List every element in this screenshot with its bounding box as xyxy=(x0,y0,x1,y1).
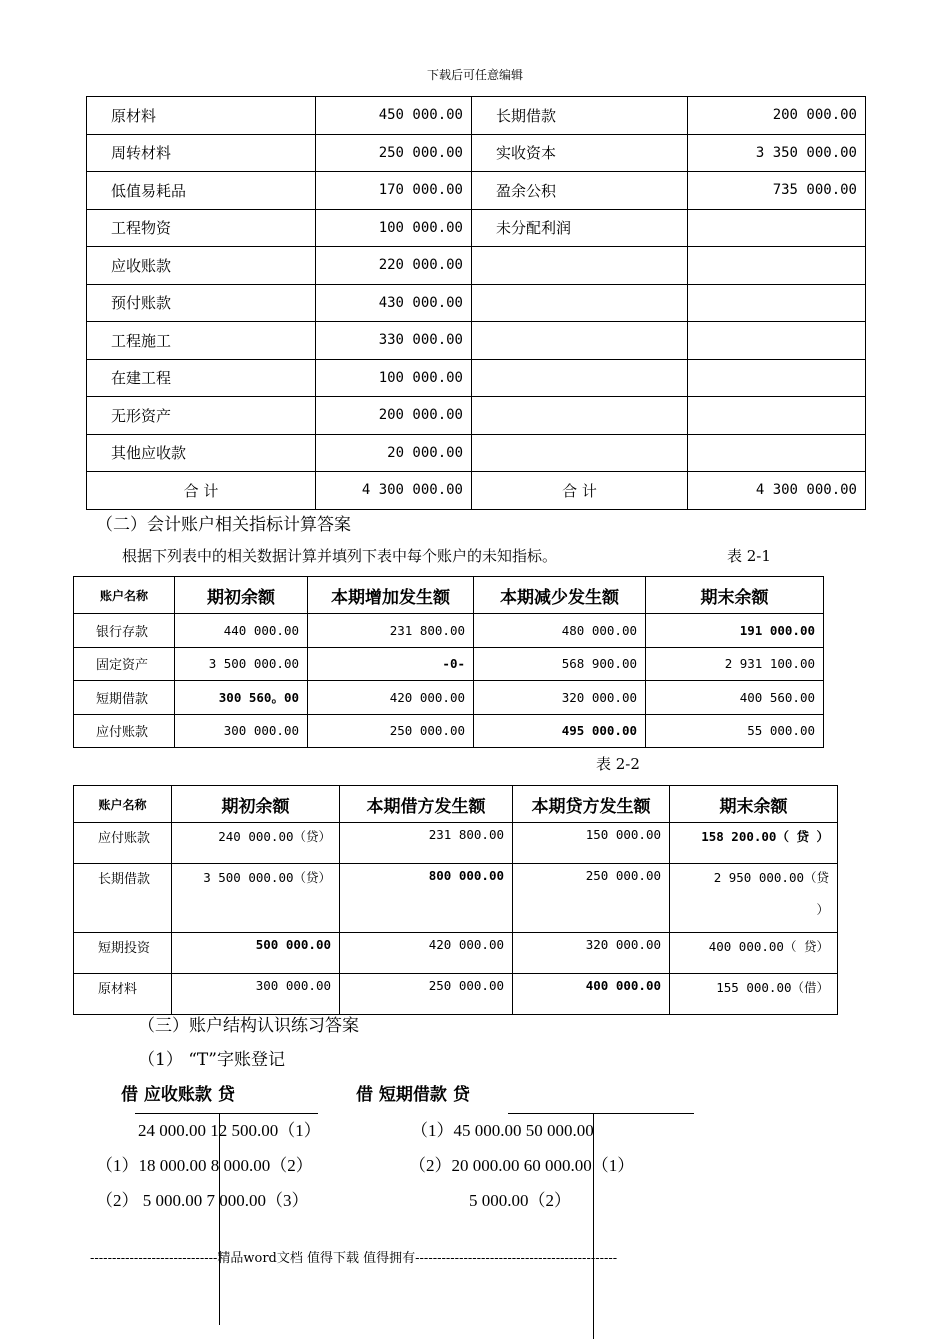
asset-value: 170 000.00 xyxy=(316,172,472,210)
header-increase: 本期增加发生额 xyxy=(308,577,474,614)
liability-value xyxy=(688,247,866,285)
table-row xyxy=(87,172,866,210)
section3-subtitle: （1） “T”字账登记 xyxy=(138,1050,285,1070)
table-row xyxy=(87,359,866,397)
header-account-name: 账户名称 xyxy=(74,786,172,823)
amount-a: 250 000.00 xyxy=(340,974,513,1015)
total-row xyxy=(87,472,866,510)
t-left-line-2: （1）18 000.00 8 000.00（2） xyxy=(96,1156,313,1175)
liability-name xyxy=(472,359,688,397)
t-right-line-3: 5 000.00（2） xyxy=(469,1191,571,1210)
liability-value: 3 350 000.00 xyxy=(688,134,866,172)
total-label-left: 合 计 xyxy=(87,472,316,510)
liability-name: 盈余公积 xyxy=(472,172,688,210)
table-row xyxy=(87,209,866,247)
header-closing-balance: 期末余额 xyxy=(646,577,824,614)
table-row xyxy=(87,134,866,172)
footer-note: -----------------------------精品word文档 值得下载 值得拥有---------------------------------------------- xyxy=(90,1251,618,1266)
amount-a: -0- xyxy=(308,647,474,681)
account-name: 银行存款 xyxy=(74,614,175,648)
closing-balance-line1: 2 950 000.00（贷 xyxy=(713,870,829,885)
t-right-line-1: （1）45 000.00 50 000.00 xyxy=(411,1121,594,1140)
liability-name: 未分配利润 xyxy=(472,209,688,247)
section2-intro: 根据下列表中的相关数据计算并填列下表中每个账户的未知指标。 xyxy=(122,547,558,565)
table-2-1 xyxy=(73,576,824,748)
header-decrease: 本期减少发生额 xyxy=(474,577,646,614)
t-account-left-vline xyxy=(219,1113,220,1325)
opening-balance: 240 000.00（贷） xyxy=(172,823,340,864)
table-row xyxy=(87,397,866,435)
amount-b: 250 000.00 xyxy=(513,864,670,933)
asset-name: 其他应收款 xyxy=(87,434,316,472)
t-account-left-hline xyxy=(135,1113,318,1114)
amount-b: 400 000.00 xyxy=(513,974,670,1015)
table-row xyxy=(87,434,866,472)
liability-name xyxy=(472,247,688,285)
section3-title: （三）账户结构认识练习答案 xyxy=(138,1016,359,1036)
liability-value xyxy=(688,397,866,435)
liability-name: 长期借款 xyxy=(472,97,688,135)
opening-balance: 300 560。00 xyxy=(175,681,308,715)
table-row xyxy=(74,823,838,864)
table-row xyxy=(74,974,838,1015)
asset-value: 220 000.00 xyxy=(316,247,472,285)
amount-b: 480 000.00 xyxy=(474,614,646,648)
table-row xyxy=(87,322,866,360)
closing-balance: 155 000.00（借） xyxy=(670,974,838,1015)
closing-balance: 400 560.00 xyxy=(646,681,824,715)
table-row xyxy=(74,614,824,648)
asset-name: 周转材料 xyxy=(87,134,316,172)
header-opening-balance: 期初余额 xyxy=(172,786,340,823)
header-debit: 本期借方发生额 xyxy=(340,786,513,823)
asset-name: 工程施工 xyxy=(87,322,316,360)
opening-balance: 3 500 000.00 xyxy=(175,647,308,681)
amount-b: 495 000.00 xyxy=(474,714,646,748)
account-name: 应付账款 xyxy=(74,714,175,748)
liability-value xyxy=(688,322,866,360)
t-account-shortloan-title: 借 短期借款 贷 xyxy=(356,1085,470,1105)
account-name: 原材料 xyxy=(74,974,172,1015)
opening-balance: 440 000.00 xyxy=(175,614,308,648)
total-value-left: 4 300 000.00 xyxy=(316,472,472,510)
t-left-line-3: （2） 5 000.00 7 000.00（3） xyxy=(96,1191,309,1210)
account-name: 短期投资 xyxy=(74,933,172,974)
asset-value: 250 000.00 xyxy=(316,134,472,172)
opening-balance: 3 500 000.00（贷） xyxy=(172,864,340,933)
closing-balance-line2: ） xyxy=(816,902,829,917)
table-row xyxy=(74,933,838,974)
closing-balance: 55 000.00 xyxy=(646,714,824,748)
t-right-line-2: （2）20 000.00 60 000.00（1） xyxy=(409,1156,635,1175)
liability-name xyxy=(472,322,688,360)
closing-balance: 191 000.00 xyxy=(646,614,824,648)
closing-balance: 158 200.00（ 贷 ） xyxy=(670,823,838,864)
closing-balance: 400 000.00（ 贷） xyxy=(670,933,838,974)
account-name: 短期借款 xyxy=(74,681,175,715)
header-note: 下载后可任意编辑 xyxy=(426,68,523,82)
table-row xyxy=(87,284,866,322)
asset-value: 330 000.00 xyxy=(316,322,472,360)
asset-name: 原材料 xyxy=(87,97,316,135)
section2-title: （二）会计账户相关指标计算答案 xyxy=(96,515,351,535)
liability-value xyxy=(688,209,866,247)
t-account-receivable-title: 借 应收账款 贷 xyxy=(121,1085,235,1105)
liability-value xyxy=(688,434,866,472)
asset-name: 低值易耗品 xyxy=(87,172,316,210)
total-label-right: 合 计 xyxy=(472,472,688,510)
asset-name: 工程物资 xyxy=(87,209,316,247)
liability-name: 实收资本 xyxy=(472,134,688,172)
liability-name xyxy=(472,284,688,322)
asset-name: 应收账款 xyxy=(87,247,316,285)
opening-balance: 300 000.00 xyxy=(172,974,340,1015)
asset-value: 200 000.00 xyxy=(316,397,472,435)
liability-name xyxy=(472,397,688,435)
total-value-right: 4 300 000.00 xyxy=(688,472,866,510)
table22-caption: 表 2-2 xyxy=(596,755,640,773)
header-closing-balance: 期末余额 xyxy=(670,786,838,823)
closing-balance xyxy=(670,864,838,933)
closing-balance: 2 931 100.00 xyxy=(646,647,824,681)
liability-value: 200 000.00 xyxy=(688,97,866,135)
asset-name: 预付账款 xyxy=(87,284,316,322)
table-row xyxy=(74,714,824,748)
amount-a: 420 000.00 xyxy=(340,933,513,974)
amount-a: 231 800.00 xyxy=(340,823,513,864)
t-account-right-vline xyxy=(593,1113,594,1339)
account-name: 长期借款 xyxy=(74,864,172,933)
table-row xyxy=(87,247,866,285)
account-name: 固定资产 xyxy=(74,647,175,681)
liability-value xyxy=(688,359,866,397)
amount-b: 320 000.00 xyxy=(474,681,646,715)
balance-table xyxy=(86,96,866,510)
asset-name: 无形资产 xyxy=(87,397,316,435)
liability-value xyxy=(688,284,866,322)
t-left-line-1: 24 000.00 12 500.00（1） xyxy=(138,1121,321,1140)
asset-name: 在建工程 xyxy=(87,359,316,397)
amount-a: 420 000.00 xyxy=(308,681,474,715)
amount-b: 320 000.00 xyxy=(513,933,670,974)
asset-value: 450 000.00 xyxy=(316,97,472,135)
t-account-right-hline xyxy=(508,1113,694,1114)
amount-a: 231 800.00 xyxy=(308,614,474,648)
liability-name xyxy=(472,434,688,472)
table-row xyxy=(74,864,838,933)
amount-a: 250 000.00 xyxy=(308,714,474,748)
table21-caption: 表 2-1 xyxy=(727,547,771,565)
header-account-name: 账户名称 xyxy=(74,577,175,614)
liability-value: 735 000.00 xyxy=(688,172,866,210)
header-credit: 本期贷方发生额 xyxy=(513,786,670,823)
amount-b: 568 900.00 xyxy=(474,647,646,681)
header-opening-balance: 期初余额 xyxy=(175,577,308,614)
asset-value: 100 000.00 xyxy=(316,209,472,247)
table-row xyxy=(74,681,824,715)
asset-value: 20 000.00 xyxy=(316,434,472,472)
asset-value: 430 000.00 xyxy=(316,284,472,322)
asset-value: 100 000.00 xyxy=(316,359,472,397)
opening-balance: 300 000.00 xyxy=(175,714,308,748)
amount-a: 800 000.00 xyxy=(340,864,513,933)
amount-b: 150 000.00 xyxy=(513,823,670,864)
table-2-2 xyxy=(73,785,838,1015)
opening-balance: 500 000.00 xyxy=(172,933,340,974)
table-row xyxy=(74,647,824,681)
table-row xyxy=(87,97,866,135)
account-name: 应付账款 xyxy=(74,823,172,864)
